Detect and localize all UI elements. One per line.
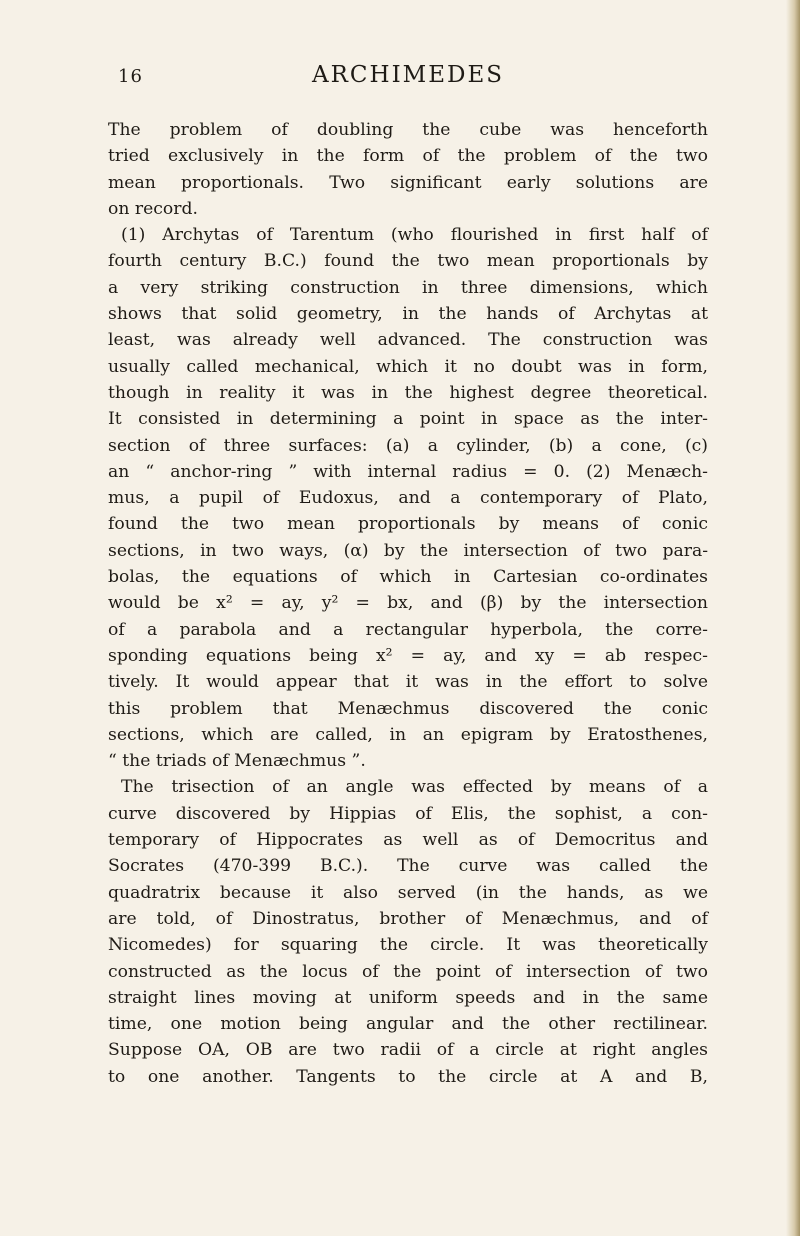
- body-text: [108, 117, 708, 1090]
- page-header: [118, 62, 698, 102]
- text-line: found the two mean proportionals by means of conic: [108, 514, 708, 535]
- text-line: “ the triads of Menæchmus ”.: [108, 751, 366, 772]
- running-title: ARCHIMEDES: [312, 62, 504, 88]
- text-line: shows that solid geometry, in the hands of Archytas at: [108, 304, 708, 325]
- text-line: would be x² = ay, y² = bx, and (β) by the intersection: [108, 593, 708, 614]
- text-line: tively. It would appear that it was in the effort to solve: [108, 672, 708, 693]
- text-line: quadratrix because it also served (in the hands, as we: [108, 882, 708, 903]
- text-line: a very striking construction in three dimensions, which: [108, 277, 708, 298]
- text-line: section of three surfaces: (a) a cylinder, (b) a cone, (c): [108, 435, 708, 456]
- text-line: fourth century B.C.) found the two mean proportionals by: [108, 251, 708, 272]
- text-line: sponding equations being x² = ay, and xy = ab respec-: [108, 645, 708, 666]
- text-line: Nicomedes) for squaring the circle. It was theoretically: [108, 935, 708, 956]
- text-line: on record.: [108, 198, 198, 219]
- text-line: It consisted in determining a point in space as the inter-: [108, 409, 708, 430]
- text-line: usually called mechanical, which it no doubt was in form,: [108, 356, 708, 377]
- text-line: are told, of Dinostratus, brother of Menæchmus, and of: [108, 908, 708, 929]
- text-line: bolas, the equations of which in Cartesian co-ordinates: [108, 567, 708, 588]
- text-line: of a parabola and a rectangular hyperbola, the corre-: [108, 619, 708, 640]
- text-line: tried exclusively in the form of the problem of the two: [108, 146, 708, 167]
- text-line: straight lines moving at uniform speeds and in the same: [108, 987, 708, 1008]
- text-line: mus, a pupil of Eudoxus, and a contemporary of Plato,: [108, 488, 708, 509]
- text-line: Suppose OA, OB are two radii of a circle at right angles: [108, 1040, 708, 1061]
- text-line: curve discovered by Hippias of Elis, the sophist, a con-: [108, 803, 708, 824]
- text-line: temporary of Hippocrates as well as of Democritus and: [108, 830, 708, 851]
- text-line: sections, in two ways, (α) by the intersection of two para-: [108, 540, 708, 561]
- text-line: an “ anchor-ring ” with internal radius = 0. (2) Menæch-: [108, 461, 708, 482]
- text-line: mean proportionals. Two significant early solutions are: [108, 172, 708, 193]
- text-line: this problem that Menæchmus discovered the conic: [108, 698, 708, 719]
- text-line: The trisection of an angle was effected by means of a: [121, 777, 708, 798]
- text-line: though in reality it was in the highest degree theoretical.: [108, 382, 708, 403]
- text-line: sections, which are called, in an epigram by Eratosthenes,: [108, 724, 708, 745]
- text-line: Socrates (470-399 B.C.). The curve was called the: [108, 856, 708, 877]
- page-edge-shadow: [786, 0, 800, 1236]
- text-line: least, was already well advanced. The construction was: [108, 330, 708, 351]
- text-line: (1) Archytas of Tarentum (who flourished in first half of: [121, 225, 708, 246]
- text-line: constructed as the locus of the point of intersection of two: [108, 961, 708, 982]
- text-line: time, one motion being angular and the other rectilinear.: [108, 1014, 708, 1035]
- text-line: to one another. Tangents to the circle at A and B,: [108, 1066, 708, 1087]
- text-line: The problem of doubling the cube was henceforth: [108, 120, 708, 140]
- page-number: 16: [118, 66, 143, 87]
